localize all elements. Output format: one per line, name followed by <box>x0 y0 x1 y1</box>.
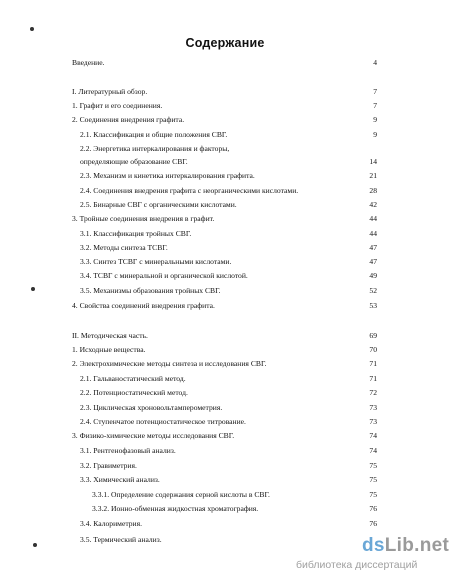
toc-entry-title: 3.5. Термический анализ. <box>80 535 162 544</box>
binding-hole-mark <box>30 27 34 31</box>
toc-entry-page-number: 75 <box>369 490 377 499</box>
toc-entry-page-number: 44 <box>369 229 377 238</box>
toc-entry-title: 2. Соединения внедрения графита. <box>72 115 185 124</box>
toc-entry-title: 3.1. Классификация тройных СВГ. <box>80 229 192 238</box>
toc-entry-page-number: 7 <box>373 87 377 96</box>
toc-entry-page-number: 9 <box>373 130 377 139</box>
binding-hole-mark <box>33 543 37 547</box>
toc-entry-title: 3.1. Рентгенофазовый анализ. <box>80 446 176 455</box>
toc-entry-page-number: 75 <box>369 461 377 470</box>
toc-entry-title: 2.3. Механизм и кинетика интеркалирования графита. <box>80 171 255 180</box>
toc-entry-page-number: 44 <box>369 214 377 223</box>
toc-entry-title: 3. Физико-химические методы исследования СВГ. <box>72 431 235 440</box>
toc-entry-title: 1. Графит и его соединения. <box>72 101 163 110</box>
page-title: Содержание <box>185 36 265 50</box>
toc-entry-title: 1. Исходные вещества. <box>72 345 146 354</box>
toc-entry-page-number: 7 <box>373 101 377 110</box>
toc-entry-page-number: 21 <box>369 171 377 180</box>
toc-entry-page-number: 9 <box>373 115 377 124</box>
toc-entry-title: 4. Свойства соединений внедрения графита. <box>72 301 215 310</box>
toc-entry-title: 2.5. Бинарные СВГ с органическими кислотами. <box>80 200 237 209</box>
toc-entry-page-number: 73 <box>369 403 377 412</box>
toc-entry-title: 3.4. ТСВГ с минеральной и органической кислотой. <box>80 271 248 280</box>
watermark-logo: dsLib.net <box>362 535 450 556</box>
toc-entry-title: определяющие образование СВГ. <box>80 157 188 166</box>
toc-entry-page-number: 47 <box>369 257 377 266</box>
toc-entry-title: 3.2. Методы синтеза ТСВГ. <box>80 243 168 252</box>
watermark-subtitle: библиотека диссертаций <box>296 559 418 571</box>
toc-entry-page-number: 75 <box>369 475 377 484</box>
toc-entry-page-number: 72 <box>369 388 377 397</box>
toc-entry-title: 3.3. Синтез ТСВГ с минеральными кислотами. <box>80 257 232 266</box>
toc-entry-title: 2.3. Циклическая хроновольтамперометрия. <box>80 403 223 412</box>
toc-entry-page-number: 73 <box>369 417 377 426</box>
toc-entry-page-number: 49 <box>369 271 377 280</box>
toc-entry-page-number: 53 <box>369 301 377 310</box>
toc-entry-title: 2.4. Соединения внедрения графита с неорганическими кислотами. <box>80 186 299 195</box>
toc-entry-title: 2. Электрохимические методы синтеза и исследования СВГ. <box>72 359 267 368</box>
toc-entry-title: 3.3.2. Ионно-обменная жидкостная хроматография. <box>92 504 259 513</box>
toc-entry-page-number: 71 <box>369 374 377 383</box>
toc-entry-title: II. Методическая часть. <box>72 331 148 340</box>
toc-entry-page-number: 28 <box>369 186 377 195</box>
toc-entry-title: 2.4. Ступенчатое потенциостатическое титрование. <box>80 417 246 426</box>
toc-entry-page-number: 76 <box>369 504 377 513</box>
toc-entry-title: 3.2. Гравиметрия. <box>80 461 137 470</box>
toc-entry-title: 2.2. Энергетика интеркалирования и факторы, <box>80 144 230 153</box>
toc-entry-page-number: 52 <box>369 286 377 295</box>
toc-entry-title: Введение. <box>72 58 105 67</box>
toc-entry-title: I. Литературный обзор. <box>72 87 148 96</box>
toc-entry-page-number: 4 <box>373 58 377 67</box>
toc-entry-page-number: 71 <box>369 359 377 368</box>
toc-entry-page-number: 70 <box>369 345 377 354</box>
binding-hole-mark <box>31 287 35 291</box>
toc-entry-title: 2.1. Гальваностатический метод. <box>80 374 186 383</box>
toc-entry-title: 3.3.1. Определение содержания серной кислоты в СВГ. <box>92 490 270 499</box>
toc-entry-title: 3.4. Калориметрия. <box>80 519 142 528</box>
toc-entry-title: 3.5. Механизмы образования тройных СВГ. <box>80 286 221 295</box>
toc-entry-page-number: 76 <box>369 519 377 528</box>
toc-entry-page-number: 47 <box>369 243 377 252</box>
toc-entry-title: 2.2. Потенциостатический метод. <box>80 388 188 397</box>
toc-entry-title: 3. Тройные соединения внедрения в графит. <box>72 214 215 223</box>
toc-entry-page-number: 74 <box>369 431 377 440</box>
toc-entry-page-number: 74 <box>369 446 377 455</box>
toc-entry-page-number: 14 <box>369 157 377 166</box>
toc-entry-page-number: 69 <box>369 331 377 340</box>
toc-entry-page-number: 42 <box>369 200 377 209</box>
toc-entry-title: 2.1. Классификация и общие положения СВГ. <box>80 130 228 139</box>
toc-entry-title: 3.3. Химический анализ. <box>80 475 160 484</box>
